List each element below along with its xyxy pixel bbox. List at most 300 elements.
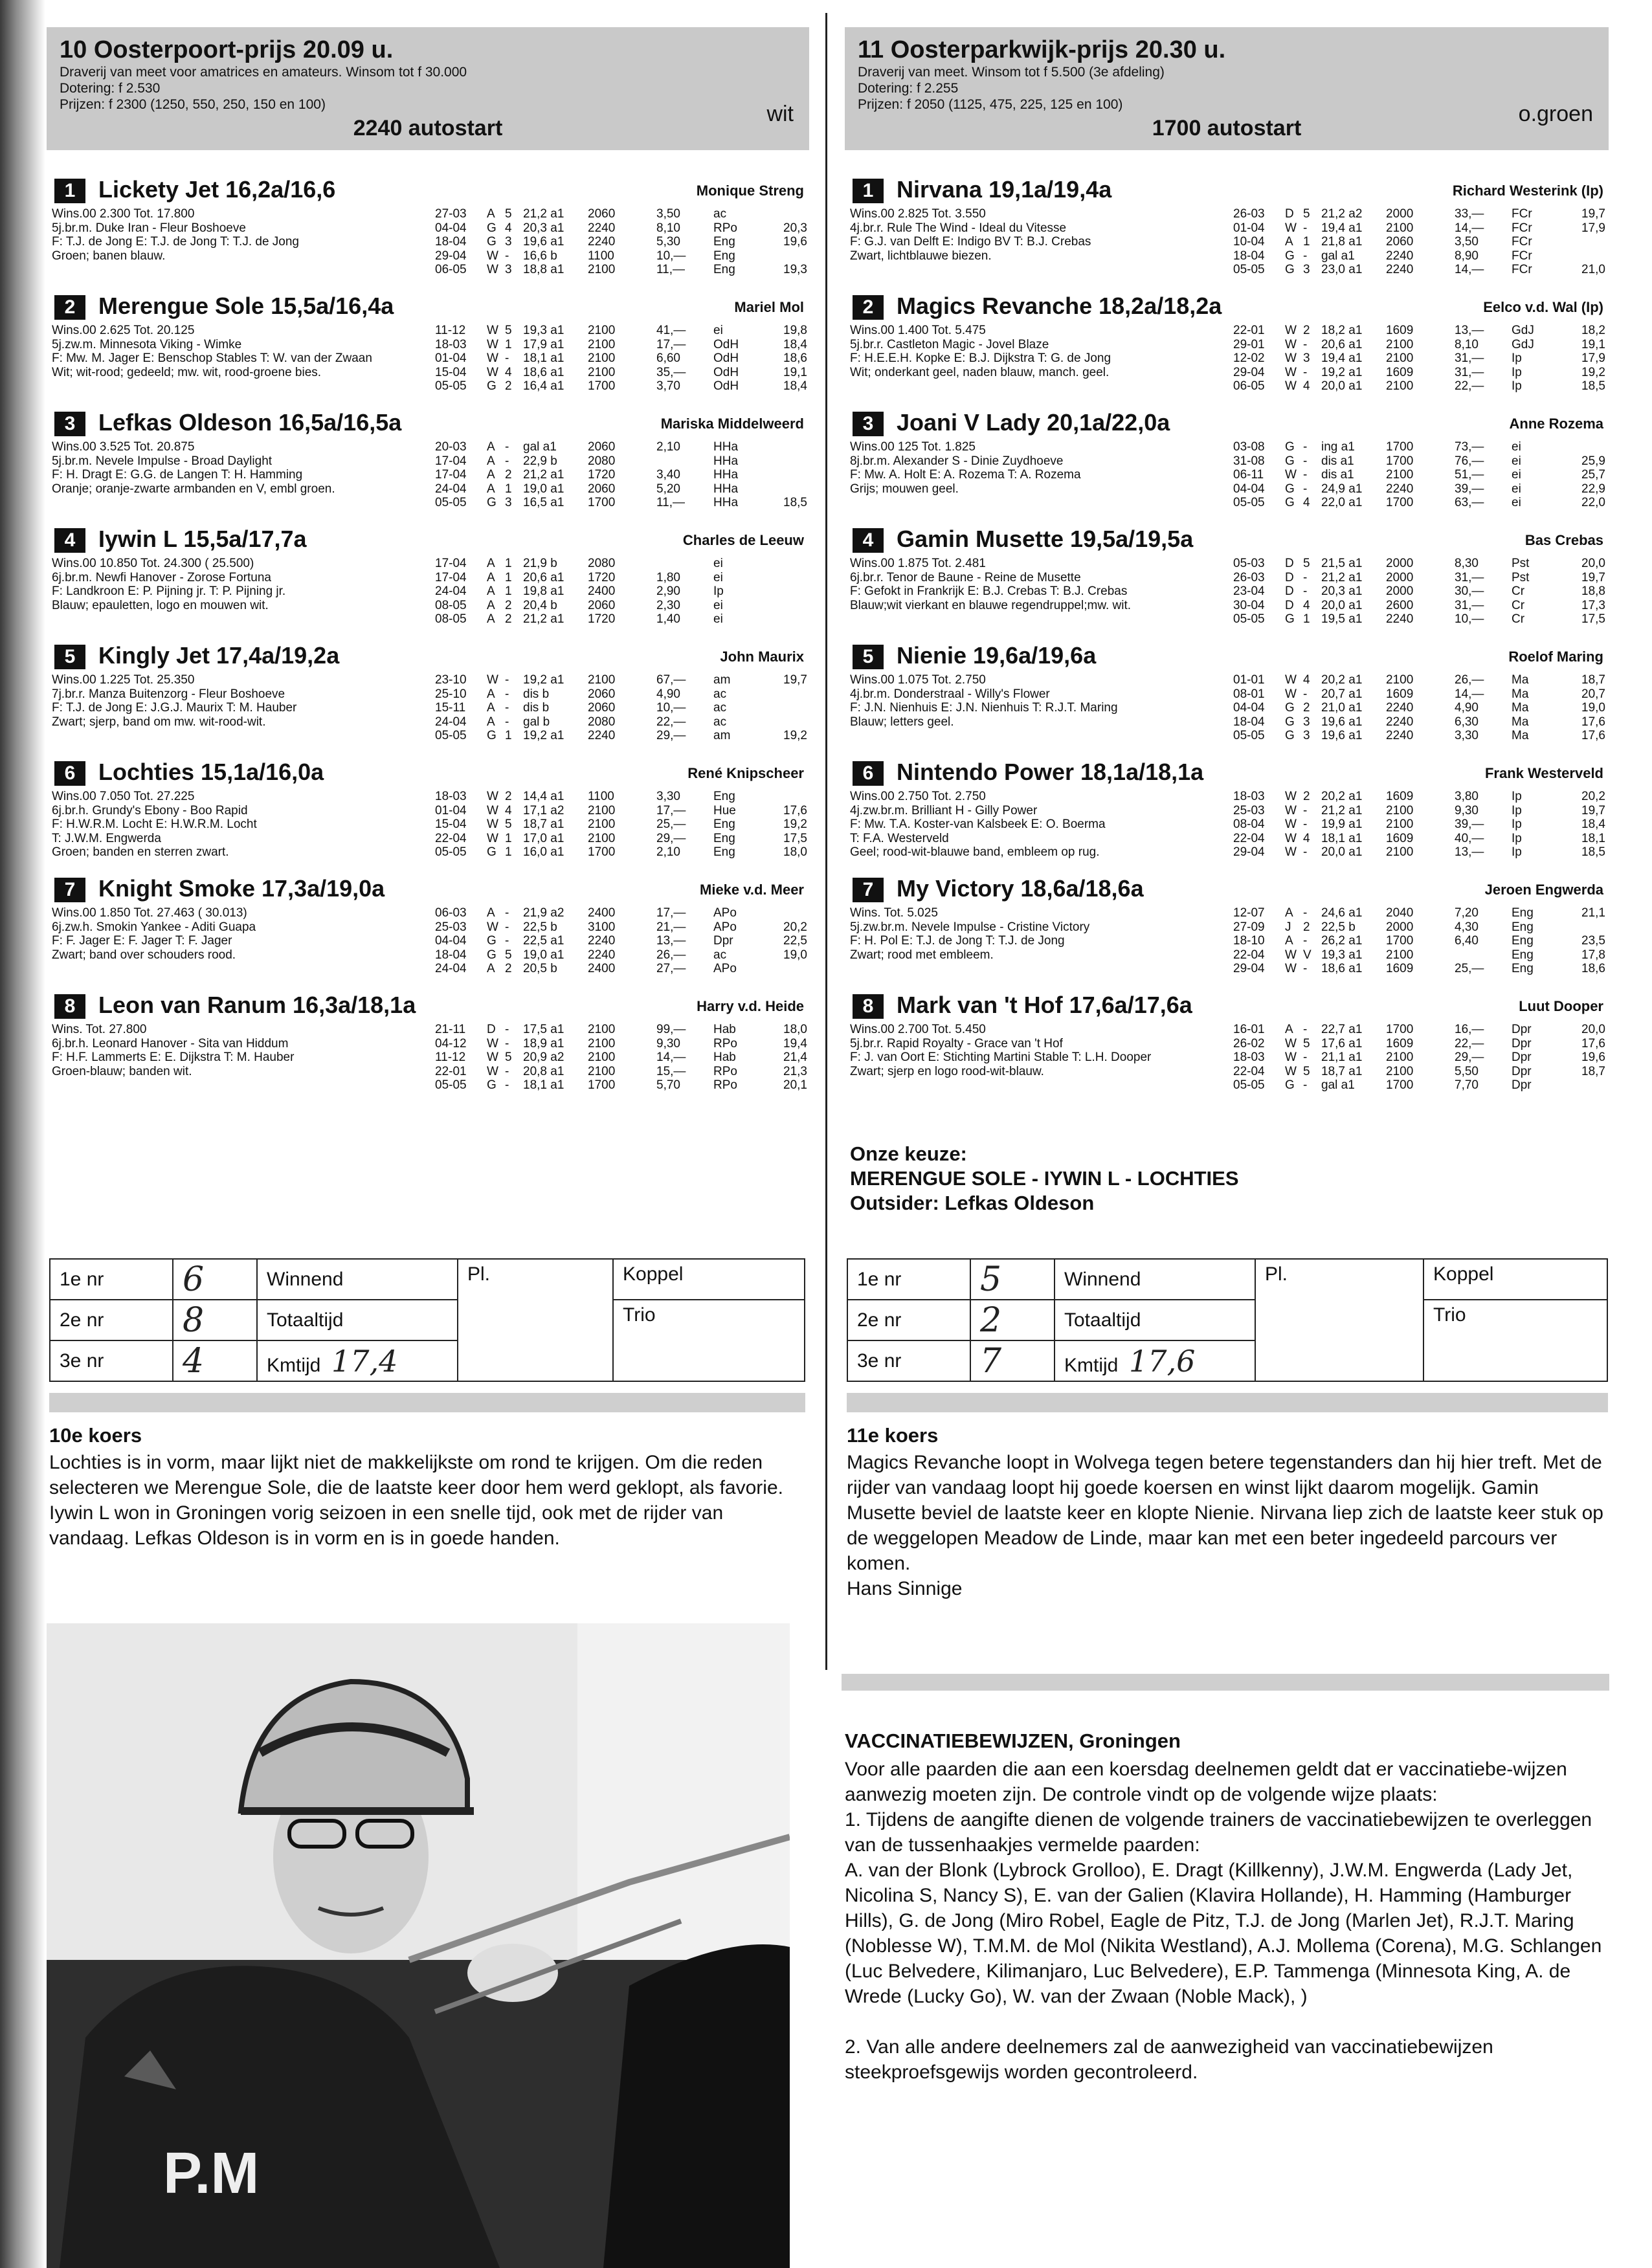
horse-entry-header bbox=[845, 639, 1609, 672]
horse-detail-line: Wins.00 1.400 Tot. 5.475 bbox=[850, 324, 986, 337]
result-cell bbox=[783, 440, 822, 454]
result-cell: - bbox=[505, 934, 509, 948]
result-row bbox=[435, 571, 822, 585]
result-cell: RPo bbox=[713, 1078, 737, 1092]
result-cell: 18,5 bbox=[1581, 845, 1605, 859]
driver-name: Charles de Leeuw bbox=[682, 532, 804, 548]
result-cell: 1700 bbox=[588, 496, 616, 509]
result-cell bbox=[783, 571, 822, 585]
result-cell: Ip bbox=[1512, 831, 1522, 845]
horse-detail-line: F: G.J. van Delft E: Indigo BV T: B.J. Crebas bbox=[850, 235, 1091, 249]
result-cell: 05-05 bbox=[435, 845, 467, 859]
horse-details bbox=[850, 557, 1232, 612]
horse-detail-line: 5j.br.m. Duke Iran - Fleur Boshoeve bbox=[52, 221, 246, 235]
result-row bbox=[1233, 557, 1620, 571]
result-cell bbox=[783, 207, 822, 221]
result-cell bbox=[783, 482, 822, 496]
horse-detail-line: Blauw; letters geel. bbox=[850, 715, 954, 729]
race-11-comment-title: 11e koers bbox=[847, 1424, 939, 1447]
result-cell: 21,8 a1 bbox=[1321, 235, 1363, 249]
result-cell: 2060 bbox=[588, 598, 616, 612]
result-cell: 21,0 a1 bbox=[1321, 701, 1363, 715]
result-cell: 19,7 bbox=[1581, 803, 1605, 817]
result-cell: - bbox=[1303, 1051, 1308, 1064]
result-cell: 17-04 bbox=[435, 557, 467, 570]
result-cell: 22,5 b bbox=[523, 920, 557, 934]
result-cell: 20,3 a1 bbox=[523, 221, 564, 235]
recent-results bbox=[435, 673, 822, 743]
result-cell: Ip bbox=[1512, 845, 1522, 859]
result-cell: 17,6 bbox=[1581, 1036, 1605, 1051]
result-cell: 20,3 bbox=[783, 221, 807, 235]
race-11-comment bbox=[847, 1450, 1608, 1601]
result-cell: 2 bbox=[505, 598, 512, 612]
result-cell: HHa bbox=[713, 454, 739, 468]
result-cell: 05-05 bbox=[435, 1078, 467, 1092]
horse-entry-header bbox=[845, 406, 1609, 439]
result-row bbox=[1233, 1037, 1620, 1051]
result-row bbox=[435, 482, 822, 496]
result-cell: 1700 bbox=[1386, 1078, 1414, 1092]
result-cell: Eng bbox=[713, 790, 735, 803]
result-cell: 18,1 a1 bbox=[523, 351, 564, 365]
result-row bbox=[435, 612, 822, 627]
result-cell: 2060 bbox=[588, 482, 616, 496]
result-cell: W bbox=[487, 920, 498, 934]
result-cell: 19,7 bbox=[783, 673, 807, 687]
result-row bbox=[435, 701, 822, 715]
result-cell: 22,5 b bbox=[1321, 920, 1356, 934]
result-cell: GdJ bbox=[1512, 324, 1534, 337]
horse-detail-line: Grijs; mouwen geel. bbox=[850, 482, 959, 496]
driver-name: Mariska Middelweerd bbox=[660, 416, 804, 432]
result-cell: 15-11 bbox=[435, 701, 466, 715]
result-cell: G bbox=[1285, 263, 1295, 276]
result-cell: 2100 bbox=[1386, 948, 1414, 962]
result-cell: ac bbox=[713, 948, 727, 962]
result-cell: 15,— bbox=[656, 1064, 686, 1078]
result-cell: - bbox=[1303, 249, 1308, 263]
result-value-3[interactable] bbox=[970, 1340, 1055, 1381]
horse-detail-line: Zwart, lichtblauwe biezen. bbox=[850, 249, 992, 263]
result-row bbox=[435, 817, 822, 832]
horse-detail-line: Zwart; sjerp, band om mw. wit-rood-wit. bbox=[52, 715, 266, 729]
horse-detail-line: Zwart; rood met embleem. bbox=[850, 948, 994, 962]
result-row bbox=[1233, 701, 1620, 715]
result-cell: 1 bbox=[505, 831, 512, 845]
result-cell: A bbox=[487, 570, 495, 584]
result-cell: W bbox=[487, 803, 498, 817]
result-cell: 19,7 bbox=[1581, 570, 1605, 584]
result-row bbox=[435, 715, 822, 729]
result-row bbox=[1233, 324, 1620, 338]
result-cell: 16,4 a1 bbox=[523, 379, 564, 393]
result-cell: am bbox=[713, 729, 731, 742]
horse-detail-line: Groen-blauw; banden wit. bbox=[52, 1064, 192, 1078]
result-row bbox=[1233, 1065, 1620, 1079]
race-10-comment: Lochties is in vorm, maar lijkt niet de makkelijkste om rond te krijgen. Om die reden selecteren we Merengue Sole, die de laatste keer door hem werd geklopt, als favorie. Iywin L won in Groningen vorig seizoen in een snelle tijd, ook met de rijder van vandaag. Lefkas Oldeson is in vorm en is in goede handen. bbox=[49, 1452, 783, 1549]
result-cell: 2100 bbox=[1386, 468, 1414, 482]
result-cell: 22-04 bbox=[1233, 1064, 1265, 1078]
result-cell: 16,5 a1 bbox=[523, 496, 564, 509]
handwritten-1: 5 bbox=[980, 1260, 1002, 1299]
result-cell: 1 bbox=[505, 845, 512, 859]
result-cell: Ma bbox=[1512, 673, 1529, 687]
result-cell: 19,0 a1 bbox=[523, 948, 564, 962]
result-cell: 2,30 bbox=[656, 598, 680, 612]
result-cell: Eng bbox=[713, 263, 735, 276]
vaccination-rule-2: 2. Van alle andere deelnemers zal de aanwezigheid van vaccinatiebewijzen steekproefsgewijs worden gecontroleerd. bbox=[845, 2036, 1493, 2083]
result-row bbox=[1233, 1078, 1620, 1093]
result-cell: 1 bbox=[1303, 235, 1310, 249]
result-cell: W bbox=[1285, 1064, 1297, 1078]
result-row bbox=[1233, 920, 1620, 935]
result-cell: 18,2 a1 bbox=[1321, 324, 1363, 337]
start-number-badge: 5 bbox=[54, 645, 85, 669]
result-cell: Eng bbox=[1512, 906, 1534, 920]
result-cell: 27-03 bbox=[435, 207, 467, 221]
result-cell: 18-03 bbox=[1233, 1051, 1265, 1064]
result-cell: 1 bbox=[505, 482, 512, 496]
start-number-badge: 4 bbox=[54, 528, 85, 553]
result-cell: Ip bbox=[1512, 351, 1522, 365]
result-row bbox=[435, 906, 822, 920]
result-cell: 1 bbox=[505, 729, 512, 742]
result-cell: 2 bbox=[505, 790, 512, 803]
result-cell: 2000 bbox=[1386, 570, 1414, 584]
race-11-result-table bbox=[847, 1258, 1608, 1382]
horse-entry bbox=[845, 173, 1609, 290]
result-cell: Ma bbox=[1512, 701, 1529, 715]
result-cell: - bbox=[1303, 1023, 1308, 1036]
result-cell: 22-04 bbox=[1233, 948, 1265, 962]
result-cell: 4 bbox=[1303, 831, 1310, 845]
result-cell bbox=[783, 612, 822, 627]
result-cell: 39,— bbox=[1455, 817, 1484, 831]
handwritten-3: 7 bbox=[980, 1341, 1002, 1381]
result-row bbox=[435, 790, 822, 804]
horse-name: Lefkas Oldeson 16,5a/16,5a bbox=[98, 409, 402, 436]
result-cell bbox=[1581, 249, 1620, 263]
result-row bbox=[435, 366, 822, 380]
result-cell: 4 bbox=[1303, 496, 1310, 509]
result-cell: 20,0 bbox=[1581, 557, 1605, 570]
horse-detail-line: Wins.00 3.525 Tot. 20.875 bbox=[52, 440, 195, 454]
result-cell: 15-04 bbox=[435, 817, 467, 831]
horse-entry bbox=[845, 756, 1609, 873]
result-cell: G bbox=[487, 221, 497, 235]
result-cell: 4 bbox=[1303, 598, 1310, 612]
result-cell: 1,80 bbox=[656, 570, 680, 584]
result-cell: 20,0 a1 bbox=[1321, 845, 1363, 859]
result-cell: 25-03 bbox=[1233, 803, 1265, 817]
horse-entry bbox=[845, 523, 1609, 639]
result-cell: 3,80 bbox=[1455, 790, 1479, 803]
horse-entry bbox=[47, 523, 809, 639]
horse-entry bbox=[47, 406, 809, 523]
result-cell: 16,6 b bbox=[523, 249, 557, 263]
result-cell: FCr bbox=[1512, 221, 1532, 235]
result-cell: G bbox=[1285, 715, 1295, 729]
result-cell: ei bbox=[1512, 496, 1521, 509]
result-cell: 5 bbox=[505, 207, 512, 221]
horse-detail-line: F: Mw. M. Jager E: Benschop Stables T: W. van der Zwaan bbox=[52, 351, 372, 365]
result-cell: A bbox=[487, 468, 495, 482]
horse-detail-line: Wins. Tot. 5.025 bbox=[850, 906, 938, 920]
grey-separator-left bbox=[49, 1393, 805, 1412]
start-number-badge: 3 bbox=[853, 412, 884, 436]
result-cell: 2240 bbox=[1386, 263, 1414, 276]
result-cell: 14,— bbox=[1455, 687, 1484, 701]
result-cell: - bbox=[1303, 584, 1308, 598]
race-11-comment-text: Magics Revanche loopt in Wolvega tegen betere tegenstanders dan hij hier treft. Met de rijder van vandaag loopt hij goede koersen en winst lijkt daarom mogelijk. Gamin Musette beviel de laatste keer en klopte Nienie. Nirvana liep zich de laatste keer stuk op de weggelopen Meadow de Linde, maar kan met een beter ingedeeld parcours ver komen. bbox=[847, 1452, 1603, 1574]
result-cell bbox=[1581, 235, 1620, 249]
result-cell: 16-01 bbox=[1233, 1023, 1265, 1036]
result-value-1[interactable] bbox=[173, 1259, 257, 1300]
horse-detail-line: Wins.00 2.750 Tot. 2.750 bbox=[850, 790, 986, 803]
result-cell: 73,— bbox=[1455, 440, 1484, 454]
result-cell: 01-04 bbox=[435, 351, 467, 365]
result-row bbox=[435, 1023, 822, 1037]
result-row bbox=[435, 948, 822, 962]
result-cell: A bbox=[1285, 1023, 1293, 1036]
result-cell: W bbox=[487, 337, 498, 351]
result-cell: W bbox=[487, 365, 498, 379]
horse-details bbox=[850, 324, 1232, 379]
result-row bbox=[435, 324, 822, 338]
horse-name: Joani V Lady 20,1a/22,0a bbox=[897, 409, 1170, 436]
result-cell: 20,6 a1 bbox=[1321, 337, 1363, 351]
result-cell: RPo bbox=[713, 221, 737, 235]
result-kmtijd[interactable] bbox=[257, 1340, 458, 1381]
result-cell: G bbox=[487, 379, 497, 393]
recent-results bbox=[435, 324, 822, 394]
recent-results bbox=[1233, 440, 1620, 510]
result-cell: 11,— bbox=[656, 496, 686, 509]
horse-entry bbox=[47, 989, 809, 1106]
result-cell: ac bbox=[713, 715, 727, 729]
vaccination-body bbox=[845, 1757, 1609, 2085]
result-cell: 26-02 bbox=[1233, 1036, 1265, 1051]
result-row bbox=[1233, 790, 1620, 804]
result-cell: - bbox=[1303, 1078, 1308, 1092]
horse-detail-line: Wins.00 1.875 Tot. 2.481 bbox=[850, 557, 986, 570]
result-cell: - bbox=[1303, 803, 1308, 817]
recent-results bbox=[435, 906, 822, 976]
result-cell: 18-04 bbox=[435, 235, 467, 249]
result-cell: 08-01 bbox=[1233, 687, 1265, 701]
result-cell: 2 bbox=[1303, 790, 1310, 803]
start-number-badge: 8 bbox=[54, 994, 85, 1019]
result-kmtijd[interactable] bbox=[1055, 1340, 1255, 1381]
result-cell: 8,10 bbox=[1455, 337, 1479, 351]
horse-entry bbox=[845, 989, 1609, 1106]
result-cell: 2100 bbox=[1386, 379, 1414, 393]
race-10-conditions: Draverij van meet voor amatrices en amateurs. Winsom tot f 30.000 bbox=[60, 65, 467, 80]
horse-details bbox=[52, 673, 434, 729]
result-cell: 23-04 bbox=[1233, 584, 1265, 598]
result-cell: 1720 bbox=[588, 612, 616, 626]
result-cell: 06-05 bbox=[435, 263, 467, 276]
result-row bbox=[1233, 804, 1620, 818]
result-cell: W bbox=[1285, 468, 1297, 482]
result-cell: 40,— bbox=[1455, 831, 1484, 845]
result-row bbox=[435, 440, 822, 454]
result-cell: 2100 bbox=[588, 324, 616, 337]
result-cell: - bbox=[1303, 570, 1308, 584]
result-cell: 1609 bbox=[1386, 962, 1414, 975]
result-cell: GdJ bbox=[1512, 337, 1534, 351]
result-cell: 22,— bbox=[1455, 379, 1484, 393]
result-cell: A bbox=[487, 906, 495, 920]
result-cell: 22,7 a1 bbox=[1321, 1023, 1363, 1036]
result-cell: 2240 bbox=[1386, 482, 1414, 496]
result-cell: 1609 bbox=[1386, 687, 1414, 701]
result-cell: W bbox=[1285, 962, 1297, 975]
result-cell: 21,2 a2 bbox=[1321, 207, 1363, 221]
result-cell: 3 bbox=[1303, 729, 1310, 742]
result-cell: - bbox=[1303, 337, 1308, 351]
result-cell: 2100 bbox=[588, 263, 616, 276]
result-cell: 18,5 bbox=[1581, 379, 1605, 393]
result-cell: W bbox=[1285, 1051, 1297, 1064]
result-row bbox=[1233, 468, 1620, 482]
result-cell: 20,2 bbox=[783, 920, 807, 934]
result-cell: 1700 bbox=[588, 379, 616, 393]
result-cell: 2100 bbox=[588, 337, 616, 351]
result-cell: ac bbox=[713, 701, 727, 715]
horse-name: Nirvana 19,1a/19,4a bbox=[897, 176, 1112, 203]
result-row bbox=[435, 845, 822, 860]
result-cell: 39,— bbox=[1455, 482, 1484, 496]
result-row bbox=[1233, 962, 1620, 976]
horse-entry-header bbox=[47, 173, 809, 206]
result-cell: 2100 bbox=[1386, 845, 1414, 859]
result-cell: 05-05 bbox=[1233, 612, 1265, 626]
result-cell: 16,0 a1 bbox=[523, 845, 564, 859]
result-cell: 2240 bbox=[1386, 729, 1414, 742]
result-cell: - bbox=[1303, 687, 1308, 701]
result-cell: RPo bbox=[713, 1036, 737, 1051]
result-koppel: Koppel bbox=[613, 1259, 805, 1300]
result-cell: W bbox=[487, 1036, 498, 1051]
result-row bbox=[435, 1065, 822, 1079]
result-value-2[interactable] bbox=[970, 1300, 1055, 1340]
result-cell: 76,— bbox=[1455, 454, 1484, 468]
result-cell: 1700 bbox=[1386, 1023, 1414, 1036]
result-pl: Pl. bbox=[458, 1259, 613, 1381]
result-row bbox=[1233, 1051, 1620, 1065]
start-number-badge: 6 bbox=[54, 761, 85, 786]
result-row bbox=[435, 496, 822, 510]
result-cell bbox=[783, 790, 822, 804]
result-cell: 63,— bbox=[1455, 496, 1484, 509]
result-cell: 2400 bbox=[588, 906, 616, 920]
race-10-comment-title: 10e koers bbox=[49, 1424, 142, 1447]
result-cell: 29-04 bbox=[1233, 845, 1265, 859]
horse-detail-line: Wit; wit-rood; gedeeld; mw. wit, rood-groene bies. bbox=[52, 365, 322, 379]
result-cell: 2400 bbox=[588, 584, 616, 598]
result-cell: 3,50 bbox=[656, 207, 680, 221]
result-cell: 3 bbox=[1303, 351, 1310, 365]
result-cell: 21,2 a1 bbox=[523, 207, 564, 221]
horse-detail-line: 5j.br.r. Castleton Magic - Jovel Blaze bbox=[850, 337, 1049, 351]
result-cell: 25-10 bbox=[435, 687, 467, 701]
result-cell: 19,6 a1 bbox=[523, 235, 564, 249]
horse-detail-line: F: J. van Oort E: Stichting Martini Stable T: L.H. Dooper bbox=[850, 1051, 1152, 1064]
result-cell: 2100 bbox=[1386, 337, 1414, 351]
result-cell: 22,5 a1 bbox=[523, 934, 564, 948]
result-value-3[interactable] bbox=[173, 1340, 257, 1381]
start-number-badge: 7 bbox=[54, 878, 85, 902]
result-cell: 2400 bbox=[588, 962, 616, 975]
horse-details bbox=[52, 440, 434, 496]
result-cell: Eng bbox=[1512, 920, 1534, 934]
result-cell: 2080 bbox=[588, 715, 616, 729]
result-cell: 26-03 bbox=[1233, 570, 1265, 584]
result-cell: 3,70 bbox=[656, 379, 680, 393]
result-cell: 29-01 bbox=[1233, 337, 1265, 351]
result-cell: 3 bbox=[1303, 263, 1310, 276]
result-row bbox=[1233, 934, 1620, 948]
result-cell: - bbox=[505, 1064, 509, 1078]
horse-detail-line: Blauw;wit vierkant en blauwe regendruppel;mw. wit. bbox=[850, 598, 1132, 612]
horse-detail-line: F: T.J. de Jong E: J.G.J. Maurix T: M. Hauber bbox=[52, 701, 297, 715]
result-cell: 4 bbox=[1303, 673, 1310, 687]
race-11-conditions: Draverij van meet. Winsom tot f 5.500 (3e afdeling) bbox=[858, 65, 1165, 80]
result-cell: 18-03 bbox=[435, 337, 467, 351]
result-row bbox=[435, 249, 822, 263]
result-cell: 20,0 a1 bbox=[1321, 379, 1363, 393]
result-cell: 18,4 bbox=[783, 337, 807, 351]
result-cell: Dpr bbox=[1512, 1051, 1532, 1064]
result-cell: dis a1 bbox=[1321, 454, 1354, 468]
result-cell bbox=[783, 687, 822, 702]
result-cell: 04-04 bbox=[435, 934, 467, 948]
result-cell: 19,0 bbox=[1581, 701, 1605, 715]
result-cell: 5,30 bbox=[656, 235, 680, 249]
result-cell: 20,2 a1 bbox=[1321, 673, 1363, 687]
recent-results bbox=[1233, 1023, 1620, 1093]
result-cell: 22-01 bbox=[1233, 324, 1265, 337]
result-cell: 17,5 bbox=[1581, 612, 1605, 626]
horse-detail-line: 4j.br.m. Donderstraal - Willy's Flower bbox=[850, 687, 1050, 701]
race-11-entries bbox=[845, 173, 1609, 1106]
result-cell: A bbox=[487, 715, 495, 729]
result-label-1: 1e nr bbox=[847, 1259, 970, 1300]
result-cell: 2060 bbox=[1386, 235, 1414, 249]
result-cell: 1609 bbox=[1386, 831, 1414, 845]
result-cell: 2 bbox=[1303, 701, 1310, 715]
result-value-2[interactable] bbox=[173, 1300, 257, 1340]
vaccination-trainers: A. van der Blonk (Lybrock Grolloo), E. Dragt (Killkenny), J.W.M. Engwerda (Lady Jet, Nicolina S, Nancy S), E. van der Galien (Klavira Hollande), H. Hamming (Hamburger Hills), G. de Jong (Miro Robel, Eagle de Pitz, T.J. de Jong (Marlen Jet), R.J.T. Maring (Noblesse W), T.M.M. de Mol (Nikita Westland), A.J. Mollema (Corena), M.G. Schlangen (Luc Belvedere, Kilimanjaro, Luc Belvedere), E.P. Tammenga (Minnesota King, A. de Wrede (Lucky Go), W. van der Zwaan (Noble Mack), ) bbox=[845, 1860, 1602, 2007]
result-cell: 20,4 b bbox=[523, 598, 557, 612]
result-cell: 19,2 bbox=[783, 729, 807, 742]
start-number-badge: 6 bbox=[853, 761, 884, 786]
result-cell: 13,— bbox=[656, 934, 686, 948]
result-cell: 12-07 bbox=[1233, 906, 1265, 920]
result-row bbox=[435, 673, 822, 687]
result-cell: 2240 bbox=[588, 221, 616, 235]
result-value-1[interactable] bbox=[970, 1259, 1055, 1300]
result-cell: 4,30 bbox=[1455, 920, 1479, 934]
vaccination-intro: Voor alle paarden die aan een koersdag deelnemen geldt dat er vaccinatiebe-wijzen aanwezig moeten zijn. De controle vindt op de volgende wijze plaats: bbox=[845, 1759, 1567, 1805]
result-cell: 17,— bbox=[656, 803, 686, 817]
result-cell: 19,2 bbox=[1581, 365, 1605, 379]
result-cell: 7,20 bbox=[1455, 906, 1479, 920]
result-cell: 1100 bbox=[588, 790, 614, 803]
result-cell: 04-04 bbox=[1233, 482, 1265, 496]
